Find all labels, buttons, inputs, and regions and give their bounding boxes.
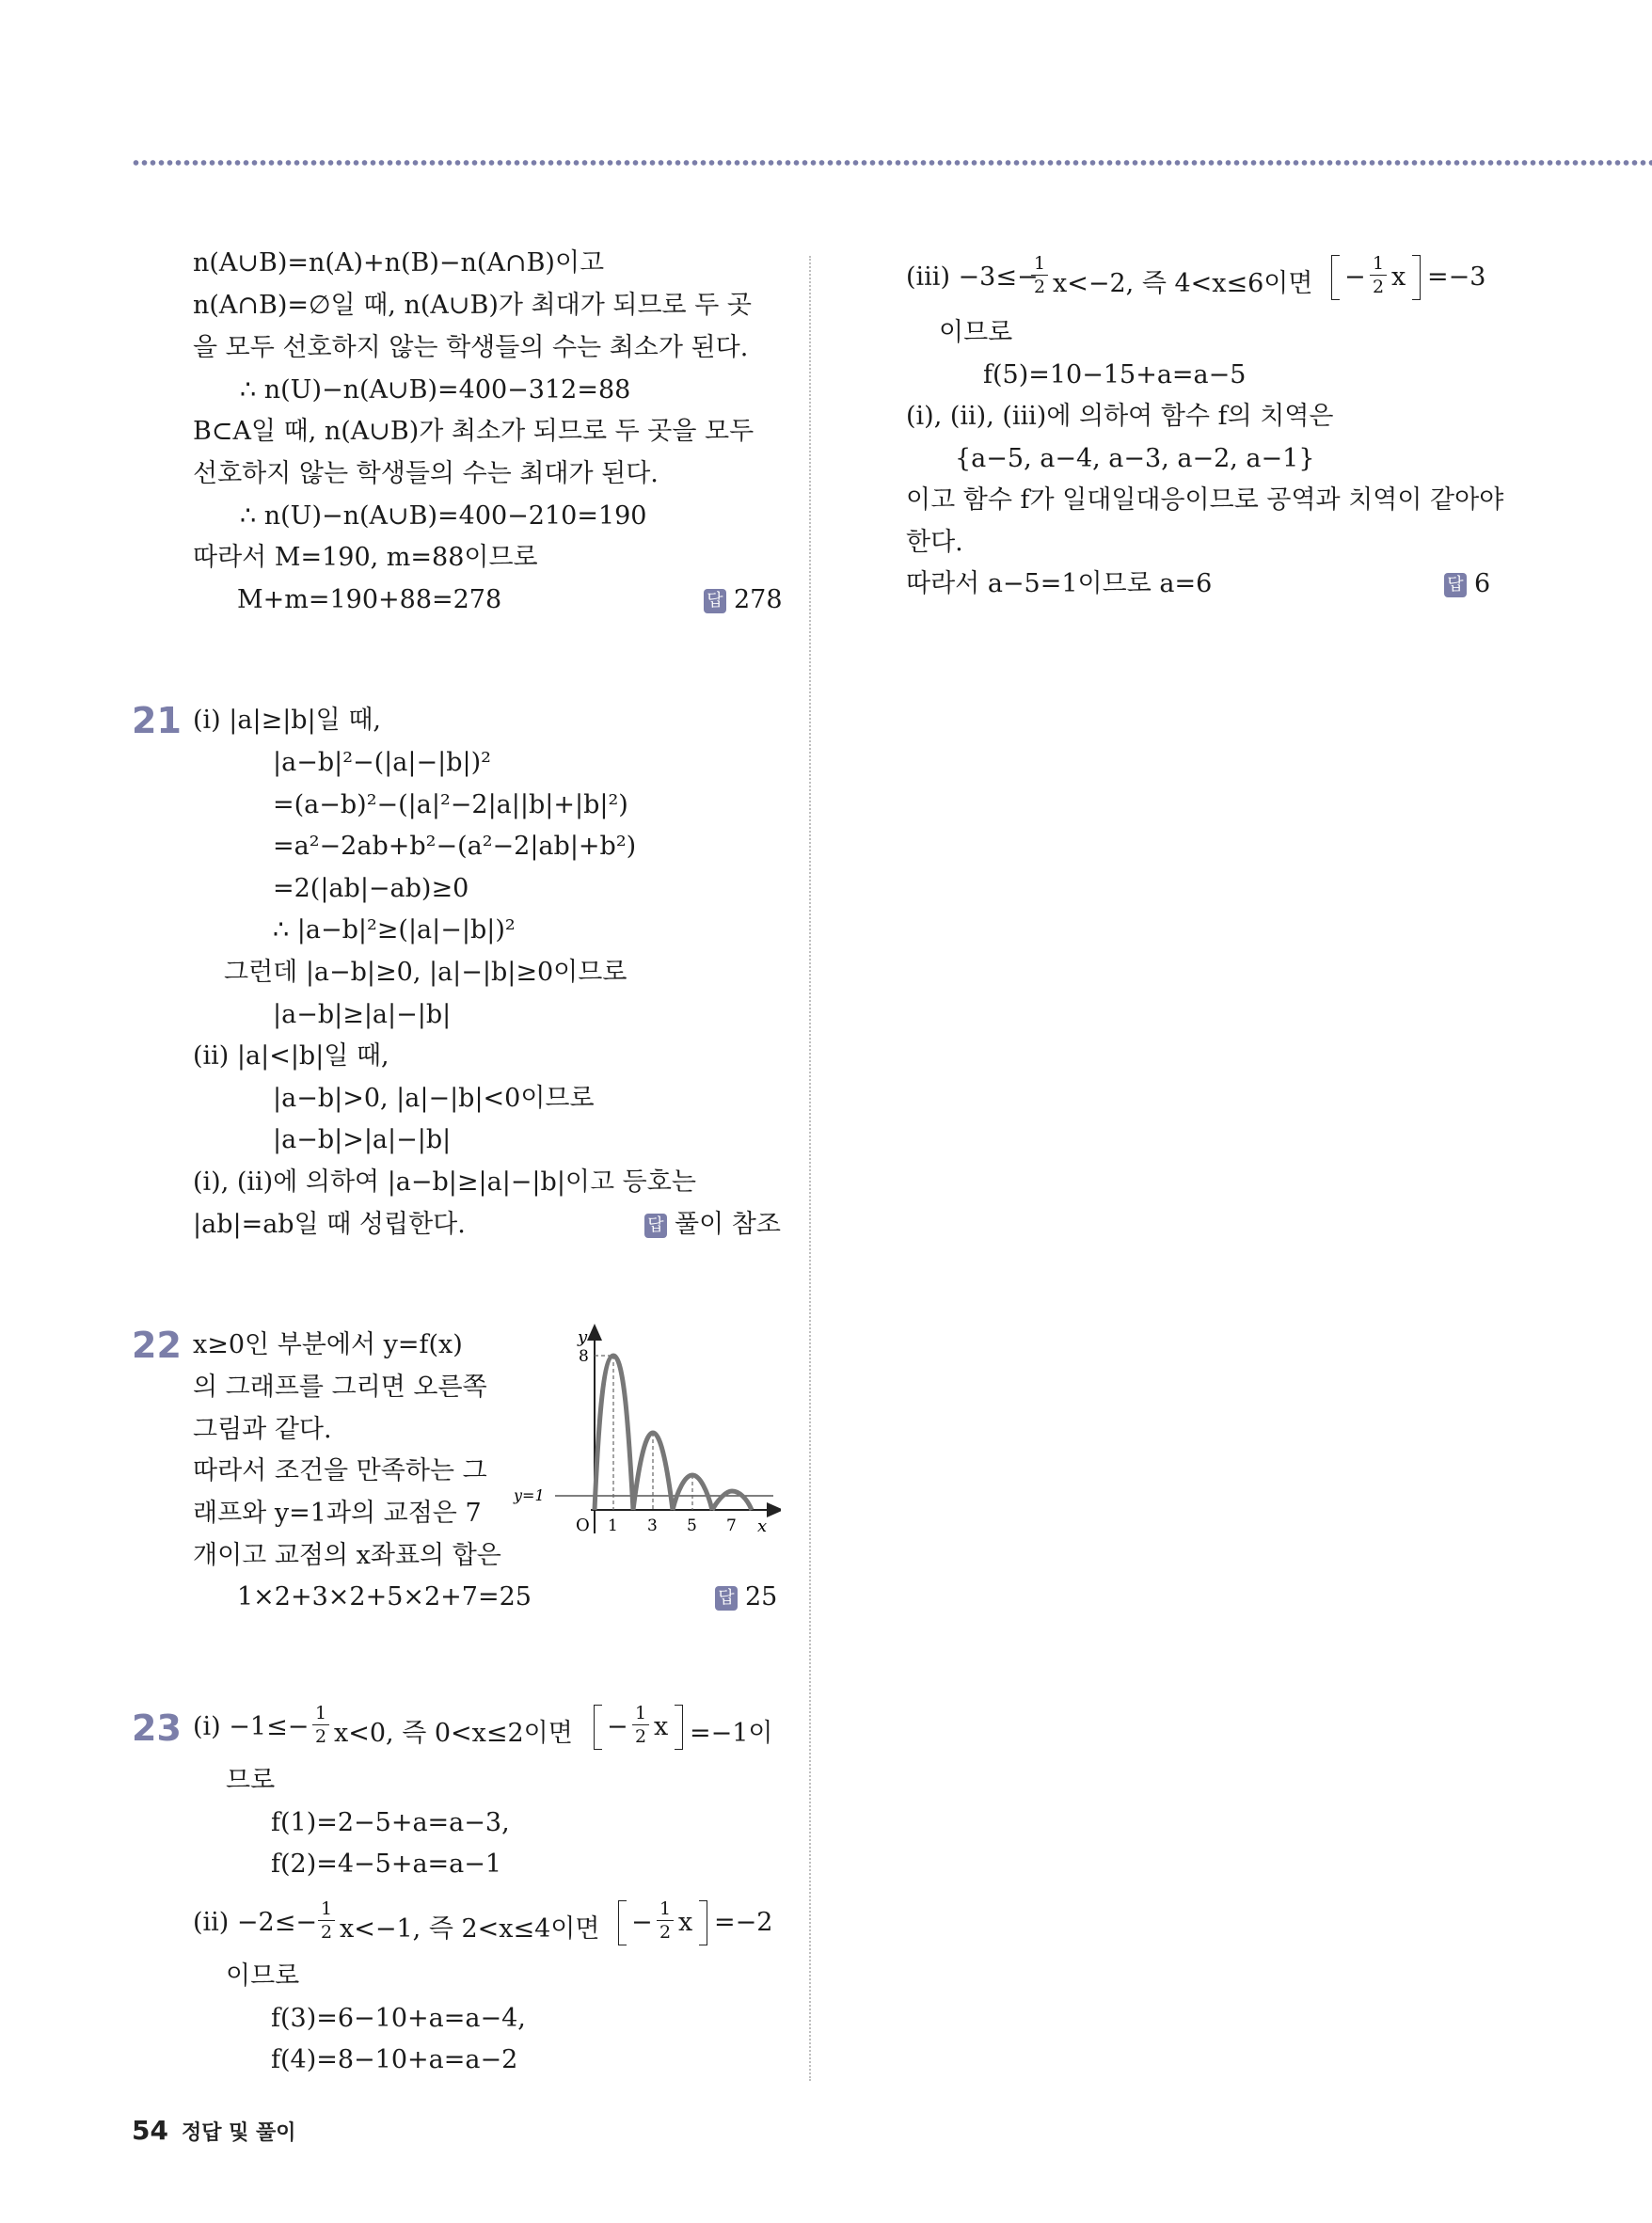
text-line: 그림과 같다. [193,1415,332,1444]
floor-bracket-left [594,1705,602,1750]
text-line: =(a−b)²−(|a|²−2|a||b|+|b|²) [273,790,628,819]
text-line: {a−5, a−4, a−3, a−2, a−1} [955,444,1315,473]
frac-bar [632,1724,649,1725]
text-line: n(A∩B)=∅일 때, n(A∪B)가 최대가 되므로 두 곳 [193,291,752,320]
math-text: − [1344,262,1366,292]
text-line: 개이고 교점의 x좌표의 합은 [193,1541,501,1570]
math-text: (ⅲ) −3≤− [906,262,1039,292]
top-dotted-rule [132,158,1652,167]
math-text: x<−2, 즉 4<x≤6이면 [1053,269,1313,298]
frac-num: 1 [321,1898,333,1919]
text-line: ∴ n(U)−n(A∪B)=400−210=190 [240,501,647,531]
math-text: x [1391,262,1406,292]
floor-bracket-right [699,1900,707,1945]
x-tick: 3 [647,1516,658,1535]
text-line: M+m=190+88=278 [237,585,502,614]
x-tick: 1 [608,1516,618,1535]
text-line: 므로 [226,1766,276,1795]
floor-bracket-left [618,1900,627,1945]
floor-bracket-right [1412,255,1421,300]
page-footer [132,2115,296,2146]
problem-number-22: 22 [132,1325,182,1366]
math-text: x<0, 즉 0<x≤2이면 [334,1719,573,1748]
line-label: y=1 [514,1486,545,1504]
math-text: =−1이 [690,1719,773,1748]
answer-mark: 답 [644,1214,667,1238]
text-line: f(5)=10−15+a=a−5 [983,360,1247,389]
text-line: n(A∪B)=n(A)+n(B)−n(A∩B)이고 [193,248,605,278]
curve-arch-4 [712,1491,752,1510]
text-line: =2(|ab|−ab)≥0 [273,874,469,903]
math-text: − [631,1908,653,1937]
text-line: f(2)=4−5+a=a−1 [271,1850,502,1879]
text-line: f(4)=8−10+a=a−2 [271,2045,518,2074]
text-line: 의 그래프를 그리면 오른쪽 [193,1373,487,1402]
text-line: =a²−2ab+b²−(a²−2|ab|+b²) [273,832,637,861]
math-text: x [678,1908,693,1937]
frac-num: 1 [659,1898,672,1919]
frac-bar [1031,275,1048,276]
text-line: x≥0인 부분에서 y=f(x) [193,1330,463,1359]
text-line: |a−b|>|a|−|b| [273,1125,452,1154]
text-line: (ⅰ), (ⅱ), (ⅲ)에 의하여 함수 f의 치역은 [906,402,1334,431]
frac-den: 2 [635,1726,647,1747]
text-line: 이고 함수 f가 일대일대응이므로 공역과 치역이 같아야 [906,485,1504,515]
text-line: f(3)=6−10+a=a−4, [271,2004,526,2033]
math-text: (ⅰ) −1≤− [193,1712,310,1741]
text-line: |ab|=ab일 때 성립한다. [193,1210,466,1239]
answer-23 [1444,567,1490,601]
text-line: 따라서 조건을 만족하는 그 [193,1456,487,1485]
graph-22 [508,1322,781,1548]
frac-num: 1 [1373,253,1385,274]
text-line: |a−b|²−(|a|−|b|)² [273,748,491,777]
answer-value: 278 [734,585,783,614]
text-line: B⊂A일 때, n(A∪B)가 최소가 되므로 두 곳을 모두 [193,417,755,446]
y-axis-label: y [578,1327,588,1347]
text-line: 따라서 a−5=1이므로 a=6 [906,569,1213,598]
frac-bar [657,1920,674,1921]
text-line: (ⅰ) |a|≥|b|일 때, [193,706,382,735]
origin-label: O [576,1516,590,1535]
answer-21 [644,1208,781,1242]
text-line: 을 모두 선호하지 않는 학생들의 수는 최소가 된다. [193,333,749,362]
frac-bar [312,1724,329,1725]
math-text: =−3 [1427,262,1486,292]
text-line: 래프와 y=1과의 교점은 7 [193,1499,482,1528]
text-line: ∴ n(U)−n(A∪B)=400−312=88 [240,375,631,405]
text-line: 선호하지 않는 학생들의 수는 최대가 된다. [193,459,659,488]
answer-20 [704,583,783,617]
answer-value: 풀이 참조 [675,1210,781,1239]
frac-den: 2 [321,1922,333,1943]
floor-bracket-left [1331,255,1340,300]
text-line: |a−b|>0, |a|−|b|<0이므로 [273,1084,595,1113]
math-text: (ⅱ) −2≤− [193,1908,317,1937]
answer-22 [715,1580,777,1614]
text-line: 이므로 [939,318,1013,347]
answer-mark: 답 [704,589,726,613]
answer-value: 6 [1474,569,1491,598]
answer-value: 25 [745,1582,778,1612]
text-line: |a−b|≥|a|−|b| [273,1000,452,1029]
curve-arch-2 [633,1433,673,1510]
x-tick: 5 [687,1516,697,1535]
text-line: (ⅱ) |a|<|b|일 때, [193,1041,389,1071]
problem-number-23: 23 [132,1707,182,1749]
frac-den: 2 [1034,277,1046,297]
text-line: f(1)=2−5+a=a−3, [271,1808,510,1837]
footer-title: 정답 및 풀이 [181,2121,296,2145]
x-tick: 7 [726,1516,737,1535]
text-line: 이므로 [226,1961,300,1991]
frac-den: 2 [1373,277,1385,297]
frac-bar [318,1920,335,1921]
math-text: x<−1, 즉 2<x≤4이면 [340,1914,600,1944]
answer-mark: 답 [1444,573,1467,597]
frac-den: 2 [315,1726,327,1747]
text-line: (ⅰ), (ⅱ)에 의하여 |a−b|≥|a|−|b|이고 등호는 [193,1167,696,1197]
column-divider [809,256,811,2081]
text-line: 1×2+3×2+5×2+7=25 [237,1582,532,1612]
frac-den: 2 [659,1922,672,1943]
frac-bar [1370,275,1387,276]
frac-num: 1 [315,1703,327,1723]
answer-mark: 답 [715,1586,738,1611]
frac-num: 1 [635,1703,647,1723]
problem-number-21: 21 [132,700,182,741]
math-text: − [607,1712,628,1741]
text-line: 따라서 M=190, m=88이므로 [193,543,538,572]
text-line: ∴ |a−b|²≥(|a|−|b|)² [273,915,516,945]
frac-num: 1 [1034,253,1046,274]
math-text: x [654,1712,669,1741]
text-line: 그런데 |a−b|≥0, |a|−|b|≥0이므로 [224,958,627,987]
y-tick-8: 8 [579,1347,589,1366]
x-axis-label: x [757,1516,768,1536]
text-line: 한다. [906,528,963,557]
floor-bracket-right [675,1705,683,1750]
math-text: =−2 [714,1908,773,1937]
page-number: 54 [132,2115,168,2146]
